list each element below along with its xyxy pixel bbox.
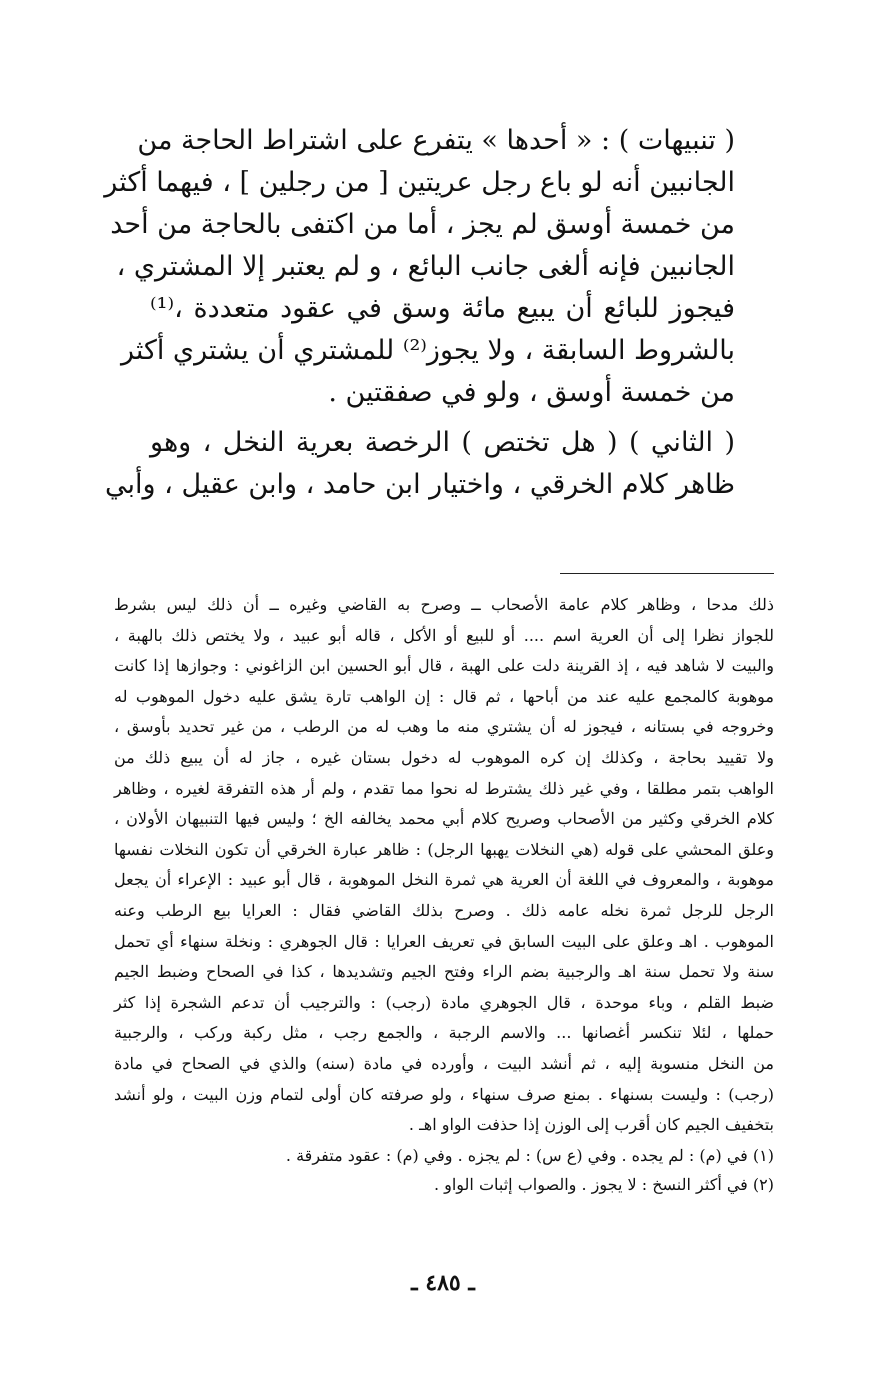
main-line: من خمسة أوسق ، ولو في صفقتين . [328,377,735,408]
footnote-line: كلام الخرقي وكثير من الأصحاب وصريح كلام أبي محمد يخالفه الخ ؛ وليس فيها التنبيهان الأولان ، [114,809,774,829]
footnote-line: بتخفيف الجيم كان أقرب إلى الوزن إذا حذفت الواو اهـ . [408,1115,774,1135]
footnote-line: موهوبة كالمجمع عليه عند من أباحها ، ثم قال : إن الواهب تارة يشق عليه دخول الموهوب له [114,686,774,706]
footnote-line: سنة ولا تحمل سنة اهـ والرجبية بضم الراء وفتح الجيم وتشديدها ، كذا في الصحاح وضبط الجيم [114,962,774,982]
footnote-line: وعلق المحشي على قوله (هي النخلات يهبها الرجل) : ظاهر عبارة الخرقي أن تكون النخلات نفسها [114,839,774,859]
footnote-line: الرجل للرجل ثمرة نخله عامه ذلك . وصرح بذلك القاضي فقال : العرايا بيع الرطب وعنه [114,900,774,920]
page-number: ـ ٤٨٥ ـ [411,1270,475,1296]
footnote-line: للجواز نظرا إلى أن العرية اسم .... أو للبيع أو الأكل ، قاله أبو عبيد ، ولا يختص ذلك بالهبة ، [114,625,774,645]
footnote-line: الواهب بتمر مطلقا ، وفي غير ذلك يشترط له نحوا مما تقدم ، ولم أر هذه التفرقة لغيره ، وظاهر [114,778,774,798]
footnote-line: من النخل منسوبة إليه ، ثم أنشد البيت ، وأورده في مادة (سنه) والذي في الصحاح في مادة [114,1053,774,1073]
main-line: ( تنبيهات ) : « أحدها » يتفرع على اشتراط الحاجة من [137,125,735,156]
main-line: ظاهر كلام الخرقي ، واختيار ابن حامد ، وابن عقيل ، وأبي [105,469,735,500]
main-line: الجانبين فإنه ألغى جانب البائع ، و لم يعتبر إلا المشتري ، [116,251,735,282]
footnote-line: الموهوب . اهـ وعلق على البيت السابق في تعريف العرايا : قال الجوهري : ونخلة سنهاء أي تحمل [114,931,774,951]
footnotes [114,590,774,1199]
footnote-divider [560,573,774,574]
footnote-line: حملها ، لئلا تنكسر أغصانها ... والاسم الرجبة ، والجمع رجب ، مثل ركبة وركب ، والرجبية [114,1023,774,1043]
footnote-note-1: (١) في (م) : لم يجده . وفي (ع س) : لم يجزه . وفي (م) : عقود متفرقة . [285,1145,774,1165]
main-line: ( الثاني ) ( هل تختص ) الرخصة بعرية النخل ، وهو [150,427,735,458]
paragraph-gap [150,414,735,422]
footnote-line: ضبط القلم ، وباء موحدة ، قال الجوهري مادة (رجب) : والترجيب أن تدعم الشجرة إذا كثر [114,992,774,1012]
footnote-line: موهوبة ، والمعروف في اللغة أن العرية هي ثمرة النخل الموهوبة ، قال أبو عبيد : الإعراء أن يجعل [114,870,774,890]
footnote-line: وخروجه في بستانه ، فيجوز له أن يشتري منه ما وهب له من الرطب ، من غير تحديد بأوسق ، [114,717,774,737]
footnote-line: والبيت لا شاهد فيه ، إذ القرينة دلت على الهبة ، قال أبو الحسين ابن الزاغوني : وجوازها إذا كانت [114,656,774,676]
footnote-note-2: (٢) في أكثر النسخ : لا يجوز . والصواب إثبات الواو . [433,1174,774,1194]
main-line: الجانبين أنه لو باع رجل عريتين [ من رجلين ] ، فيهما أكثر [104,167,735,198]
main-text [104,120,735,506]
footnote-line: ولا تقييد بحاجة ، وكذلك إن كره الموهوب له دخول بستان غيره ، جاز له أن يبيع ذلك من [114,747,774,767]
main-line: فيجوز للبائع أن يبيع مائة وسق في عقود متعددة ،⁽¹⁾ [150,293,735,324]
main-line: من خمسة أوسق لم يجز ، أما من اكتفى بالحاجة من أحد [110,209,735,240]
footnote-line: (رجب) : وليست بسنهاء . بمنع صرف سنهاء ، ولو صرفته كان أولى لتمام وزن البيت ، ولو أنشد [114,1084,774,1104]
main-line: بالشروط السابقة ، ولا يجوز⁽²⁾ للمشتري أن يشتري أكثر [120,335,735,366]
footnote-line: ذلك مدحا ، وظاهر كلام عامة الأصحاب ــ وصرح به القاضي وغيره ــ أن ذلك ليس بشرط [114,595,774,614]
